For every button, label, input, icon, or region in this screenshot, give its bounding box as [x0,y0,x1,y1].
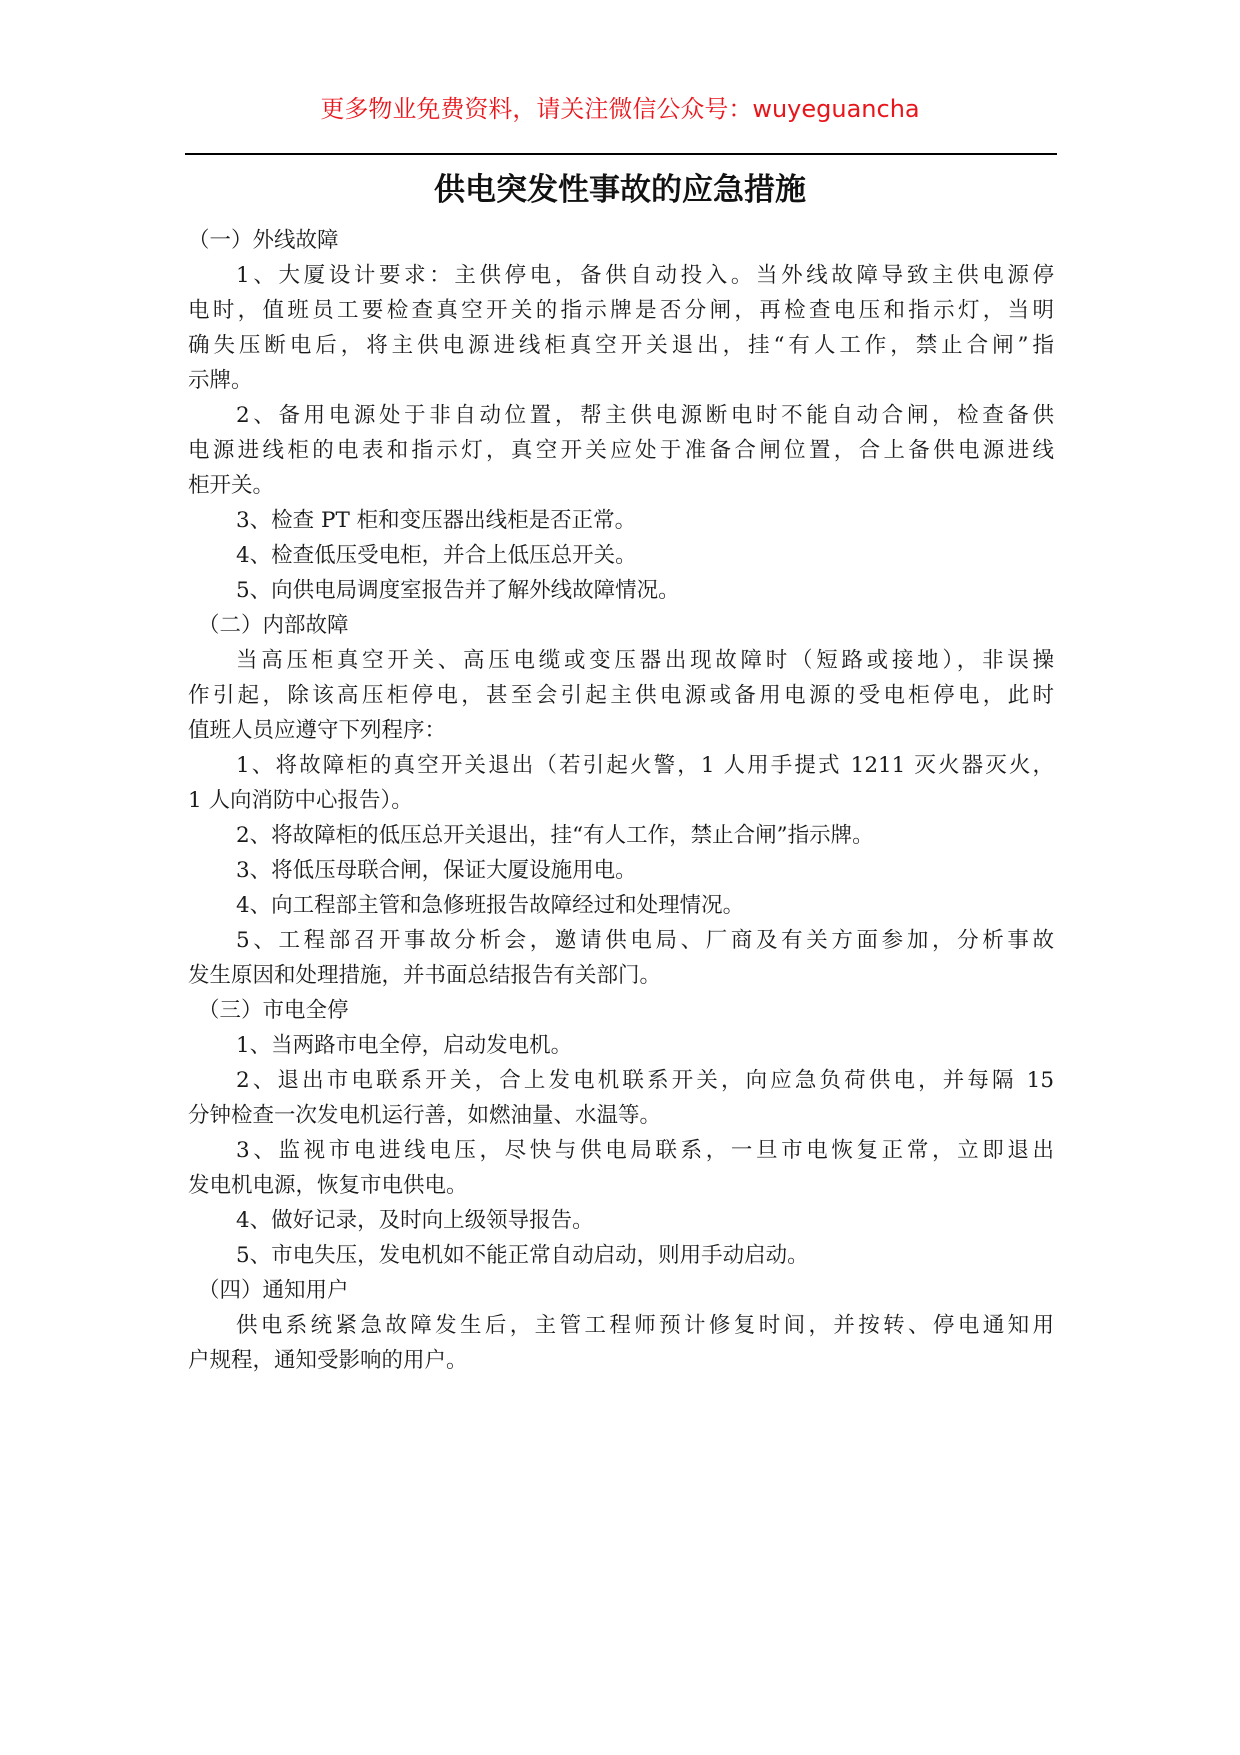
body-text-line: 示牌。 [188,368,253,393]
body-text-line: 确失压断电后，将主供电源进线柜真空开关退出，挂“有人工作，禁止合闸”指 [188,333,1054,358]
body-text-line: 3、将低压母联合闸，保证大厦设施用电。 [236,858,637,883]
body-text-line: 5、向供电局调度室报告并了解外线故障情况。 [236,578,680,603]
body-text-line: 3、监视市电进线电压，尽快与供电局联系，一旦市电恢复正常，立即退出 [236,1138,1054,1163]
body-text-line: 2、备用电源处于非自动位置，帮主供电源断电时不能自动合闸，检查备供 [236,403,1054,428]
body-text-line: 电源进线柜的电表和指示灯，真空开关应处于准备合闸位置，合上备供电源进线 [188,438,1054,463]
section-heading: （一）外线故障 [188,228,339,253]
body-text-line: 3、检查 PT 柜和变压器出线柜是否正常。 [236,508,637,533]
section-heading: （三）市电全停 [198,998,349,1023]
body-text-line: 柜开关。 [188,473,275,498]
document-body [188,223,1054,1378]
body-text-line: 作引起，除该高压柜停电，甚至会引起主供电源或备用电源的受电柜停电，此时 [188,683,1054,708]
body-text-line: 分钟检查一次发电机运行善，如燃油量、水温等。 [188,1103,662,1128]
section-heading: （四）通知用户 [198,1278,349,1303]
body-text-line: 4、做好记录，及时向上级领导报告。 [236,1208,594,1233]
document-title: 供电突发性事故的应急措施 [434,172,806,208]
body-text-line: 1 人向消防中心报告）。 [188,788,413,813]
body-text-line: 当高压柜真空开关、高压电缆或变压器出现故障时（短路或接地），非误操 [236,648,1054,673]
body-text-line: 供电系统紧急故障发生后，主管工程师预计修复时间，并按转、停电通知用 [236,1313,1054,1338]
body-text-line: 1、大厦设计要求：主供停电，备供自动投入。当外线故障导致主供电源停 [236,263,1054,288]
body-text-line: 4、检查低压受电柜，并合上低压总开关。 [236,543,637,568]
body-text-line: 4、向工程部主管和急修班报告故障经过和处理情况。 [236,893,745,918]
header-banner: 更多物业免费资料，请关注微信公众号：wuyeguancha [320,95,920,123]
body-text-line: 5、市电失压，发电机如不能正常自动启动，则用手动启动。 [236,1243,809,1268]
section-heading: （二）内部故障 [198,613,349,638]
body-text-line: 1、当两路市电全停，启动发电机。 [236,1033,573,1058]
header-divider [185,153,1057,155]
body-text-line: 1、将故障柜的真空开关退出（若引起火警，1 人用手提式 1211 灭火器灭火， [236,753,1054,778]
body-text-line: 2、退出市电联系开关，合上发电机联系开关，向应急负荷供电，并每隔 15 [236,1068,1054,1093]
body-text-line: 户规程，通知受影响的用户。 [188,1348,468,1373]
body-text-line: 5、工程部召开事故分析会，邀请供电局、厂商及有关方面参加，分析事故 [236,928,1054,953]
body-text-line: 电时，值班员工要检查真空开关的指示牌是否分闸，再检查电压和指示灯，当明 [188,298,1054,323]
body-text-line: 发电机电源，恢复市电供电。 [188,1173,468,1198]
body-text-line: 2、将故障柜的低压总开关退出，挂“有人工作，禁止合闸”指示牌。 [236,823,874,848]
body-text-line: 值班人员应遵守下列程序： [188,718,447,743]
body-text-line: 发生原因和处理措施，并书面总结报告有关部门。 [188,963,662,988]
